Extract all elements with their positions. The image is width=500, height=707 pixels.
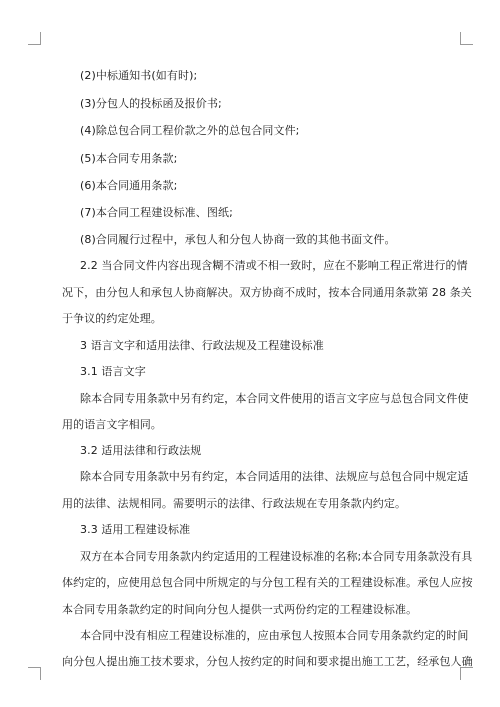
paragraph-line: 用的语言文字相同。 bbox=[62, 418, 162, 431]
paragraph-line: 本合同中没有相应工程建设标准的，应由承包人按照本合同专用条款约定的时间 bbox=[80, 629, 469, 642]
paragraph-line: 况下，由分包人和承包人协商解决。双方协商不成时，按本合同通用条款第 28 条关 bbox=[62, 286, 472, 299]
section-heading: 3 语言文字和适用法律、行政法规及工程建设标准 bbox=[80, 339, 324, 352]
paragraph-line: 用的法律、法规相同。需要明示的法律、行政法规在专用条款内约定。 bbox=[62, 497, 407, 510]
list-item: (3)分包人的投标函及报价书; bbox=[80, 97, 222, 110]
list-item: (7)本合同工程建设标准、图纸; bbox=[80, 206, 233, 219]
paragraph-line: 体约定的，应使用总包合同中所规定的与分包工程有关的工程建设标准。承包人应按 bbox=[62, 576, 473, 589]
subsection-heading: 3.3 适用工程建设标准 bbox=[80, 523, 191, 536]
paragraph-line: 本合同专用条款约定的时间向分包人提供一式两份约定的工程建设标准。 bbox=[62, 603, 418, 616]
list-item: (6)本合同通用条款; bbox=[80, 179, 178, 192]
list-item: (5)本合同专用条款; bbox=[80, 152, 178, 165]
list-item: (4)除总包合同工程价款之外的总包合同文件; bbox=[80, 124, 300, 137]
paragraph-line: 除本合同专用条款中另有约定，本合同文件使用的语言文字应与总包合同文件使 bbox=[80, 392, 469, 405]
paragraph-line: 于争议的约定处理。 bbox=[62, 312, 162, 325]
paragraph-line: 双方在本合同专用条款内约定适用的工程建设标准的名称;本合同专用条款没有具 bbox=[80, 550, 473, 563]
paragraph-line: 2.2 当合同文件内容出现含糊不清或不相一致时，应在不影响工程正常进行的情 bbox=[80, 259, 468, 272]
subsection-heading: 3.2 适用法律和行政法规 bbox=[80, 444, 202, 457]
paragraph-line: 向分包人提出施工技术要求，分包人按约定的时间和要求提出施工工艺，经承包人确 bbox=[62, 655, 473, 668]
paragraph-line: 除本合同专用条款中另有约定，本合同适用的法律、法规应与总包合同中规定适 bbox=[80, 470, 469, 483]
subsection-heading: 3.1 语言文字 bbox=[80, 365, 146, 378]
list-item: (2)中标通知书(如有时); bbox=[80, 69, 198, 82]
list-item: (8)合同履行过程中，承包人和分包人协商一致的其他书面文件。 bbox=[80, 233, 396, 246]
